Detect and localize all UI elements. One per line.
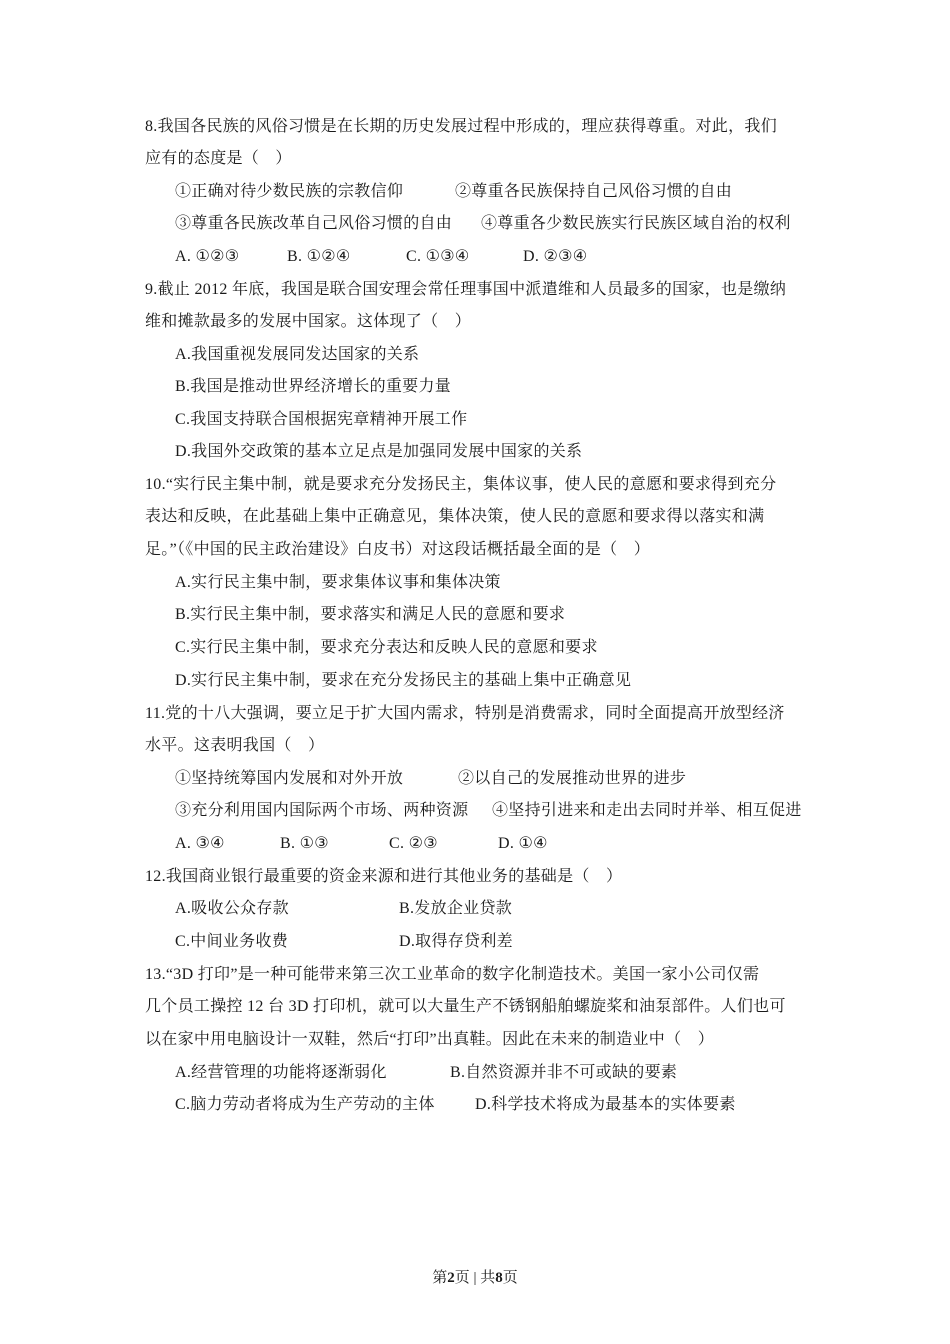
q11-item-4: ④坚持引进来和走出去同时并举、相互促进 <box>492 802 802 819</box>
q9-option-c: C.我国支持联合国根据宪章精神开展工作 <box>175 411 468 428</box>
q11-item-1: ①坚持统筹国内发展和对外开放 <box>175 770 404 787</box>
q10-option-a: A.实行民主集中制，要求集体议事和集体决策 <box>175 574 501 591</box>
q12-option-a: A.吸收公众存款 <box>175 900 289 917</box>
q9-option-c-row <box>175 409 479 431</box>
q11-item-3: ③充分利用国内国际两个市场、两种资源 <box>175 802 469 819</box>
q12-options-row-2 <box>175 931 525 953</box>
q11-option-d: D. ①④ <box>498 835 548 852</box>
q12-option-d: D.取得存贷利差 <box>399 933 513 950</box>
q8-item-2: ②尊重各民族保持自己风俗习惯的自由 <box>455 183 733 200</box>
q10-option-c-row <box>175 637 610 659</box>
q9-option-b: B.我国是推动世界经济增长的重要力量 <box>175 378 452 395</box>
page-footer <box>0 1266 950 1287</box>
q10-stem-line-3: 足。”（《中国的民主政治建设》白皮书）对这段话概括最全面的是（ ） <box>145 541 651 558</box>
q8-item-4: ④尊重各少数民族实行民族区域自治的权利 <box>481 215 791 232</box>
q8-stem-line-1: 8.我国各民族的风俗习惯是在长期的历史发展过程中形成的，理应获得尊重。对此，我们 <box>145 118 778 135</box>
q10-option-b: B.实行民主集中制，要求落实和满足人民的意愿和要求 <box>175 606 566 623</box>
q10-option-d-row <box>175 670 643 692</box>
q12-option-c: C.中间业务收费 <box>175 933 289 950</box>
q11-stem-line-2: 水平。这表明我国（ ） <box>145 737 325 754</box>
q13-option-d: D.科学技术将成为最基本的实体要素 <box>475 1096 736 1113</box>
q9-option-d-row <box>175 441 594 463</box>
q9-stem-line-1: 9.截止 2012 年底，我国是联合国安理会常任理事国中派遣维和人员最多的国家，也是缴纳 <box>145 281 787 298</box>
q13-options-row-1 <box>175 1062 689 1084</box>
q11-option-b: B. ①③ <box>280 835 329 852</box>
q9-stem-line-2: 维和摊款最多的发展中国家。这体现了（ ） <box>145 313 472 330</box>
q8-options-row <box>175 246 599 268</box>
footer-mid: 页 | 共 <box>454 1270 496 1286</box>
q8-option-b: B. ①②④ <box>287 248 351 265</box>
page-total: 8 <box>495 1270 503 1286</box>
footer-prefix: 第 <box>432 1270 448 1286</box>
footer-suffix: 页 <box>502 1270 518 1286</box>
q12-options-row-1 <box>175 898 524 920</box>
q8-items-row-1 <box>175 181 744 203</box>
q13-stem-line-1: 13.“3D 打印”是一种可能带来第三次工业革命的数字化制造技术。美国一家小公司仅需 <box>145 966 760 983</box>
q11-items-row-1 <box>175 768 698 790</box>
q10-option-d: D.实行民主集中制，要求在充分发扬民主的基础上集中正确意见 <box>175 672 632 689</box>
page-number: 2 <box>447 1270 455 1286</box>
q11-option-c: C. ②③ <box>389 835 438 852</box>
q10-option-a-row <box>175 572 513 594</box>
q10-stem-line-1: 10.“实行民主集中制，就是要求充分发扬民主，集体议事，使人民的意愿和要求得到充分 <box>145 476 777 493</box>
q13-options-row-2 <box>175 1094 748 1116</box>
q12-stem: 12.我国商业银行最重要的资金来源和进行其他业务的基础是（ ） <box>145 868 623 885</box>
q8-option-d: D. ②③④ <box>523 248 588 265</box>
q11-stem-line-1: 11.党的十八大强调，要立足于扩大国内需求，特别是消费需求，同时全面提高开放型经济 <box>145 705 785 722</box>
q8-item-1: ①正确对待少数民族的宗教信仰 <box>175 183 404 200</box>
q10-option-c: C.实行民主集中制，要求充分表达和反映人民的意愿和要求 <box>175 639 598 656</box>
q8-option-a: A. ①②③ <box>175 248 240 265</box>
q13-option-c: C.脑力劳动者将成为生产劳动的主体 <box>175 1096 435 1113</box>
q13-stem-line-3: 以在家中用电脑设计一双鞋，然后“打印”出真鞋。因此在未来的制造业中（ ） <box>145 1031 715 1048</box>
q8-option-c: C. ①③④ <box>406 248 470 265</box>
q13-option-a: A.经营管理的功能将逐渐弱化 <box>175 1064 387 1081</box>
q11-item-2: ②以自己的发展推动世界的进步 <box>458 770 687 787</box>
q9-option-a-row <box>175 344 431 366</box>
q12-option-b: B.发放企业贷款 <box>399 900 513 917</box>
q8-item-3: ③尊重各民族改革自己风俗习惯的自由 <box>175 215 453 232</box>
q11-options-row <box>175 833 560 855</box>
q13-option-b: B.自然资源并非不可或缺的要素 <box>450 1064 678 1081</box>
q9-option-a: A.我国重视发展同发达国家的关系 <box>175 346 420 363</box>
q10-stem-line-2: 表达和反映，在此基础上集中正确意见，集体决策，使人民的意愿和要求得以落实和满 <box>145 508 765 525</box>
q11-items-row-2 <box>175 800 814 822</box>
q9-option-d: D.我国外交政策的基本立足点是加强同发展中国家的关系 <box>175 443 583 460</box>
q13-stem-line-2: 几个员工操控 12 台 3D 打印机，就可以大量生产不锈钢船舶螺旋桨和油泵部件。人们也可 <box>145 998 786 1015</box>
q8-items-row-2 <box>175 213 803 235</box>
q11-option-a: A. ③④ <box>175 835 225 852</box>
q8-stem-line-2: 应有的态度是（ ） <box>145 150 292 167</box>
q9-option-b-row <box>175 376 463 398</box>
q10-option-b-row <box>175 604 577 626</box>
